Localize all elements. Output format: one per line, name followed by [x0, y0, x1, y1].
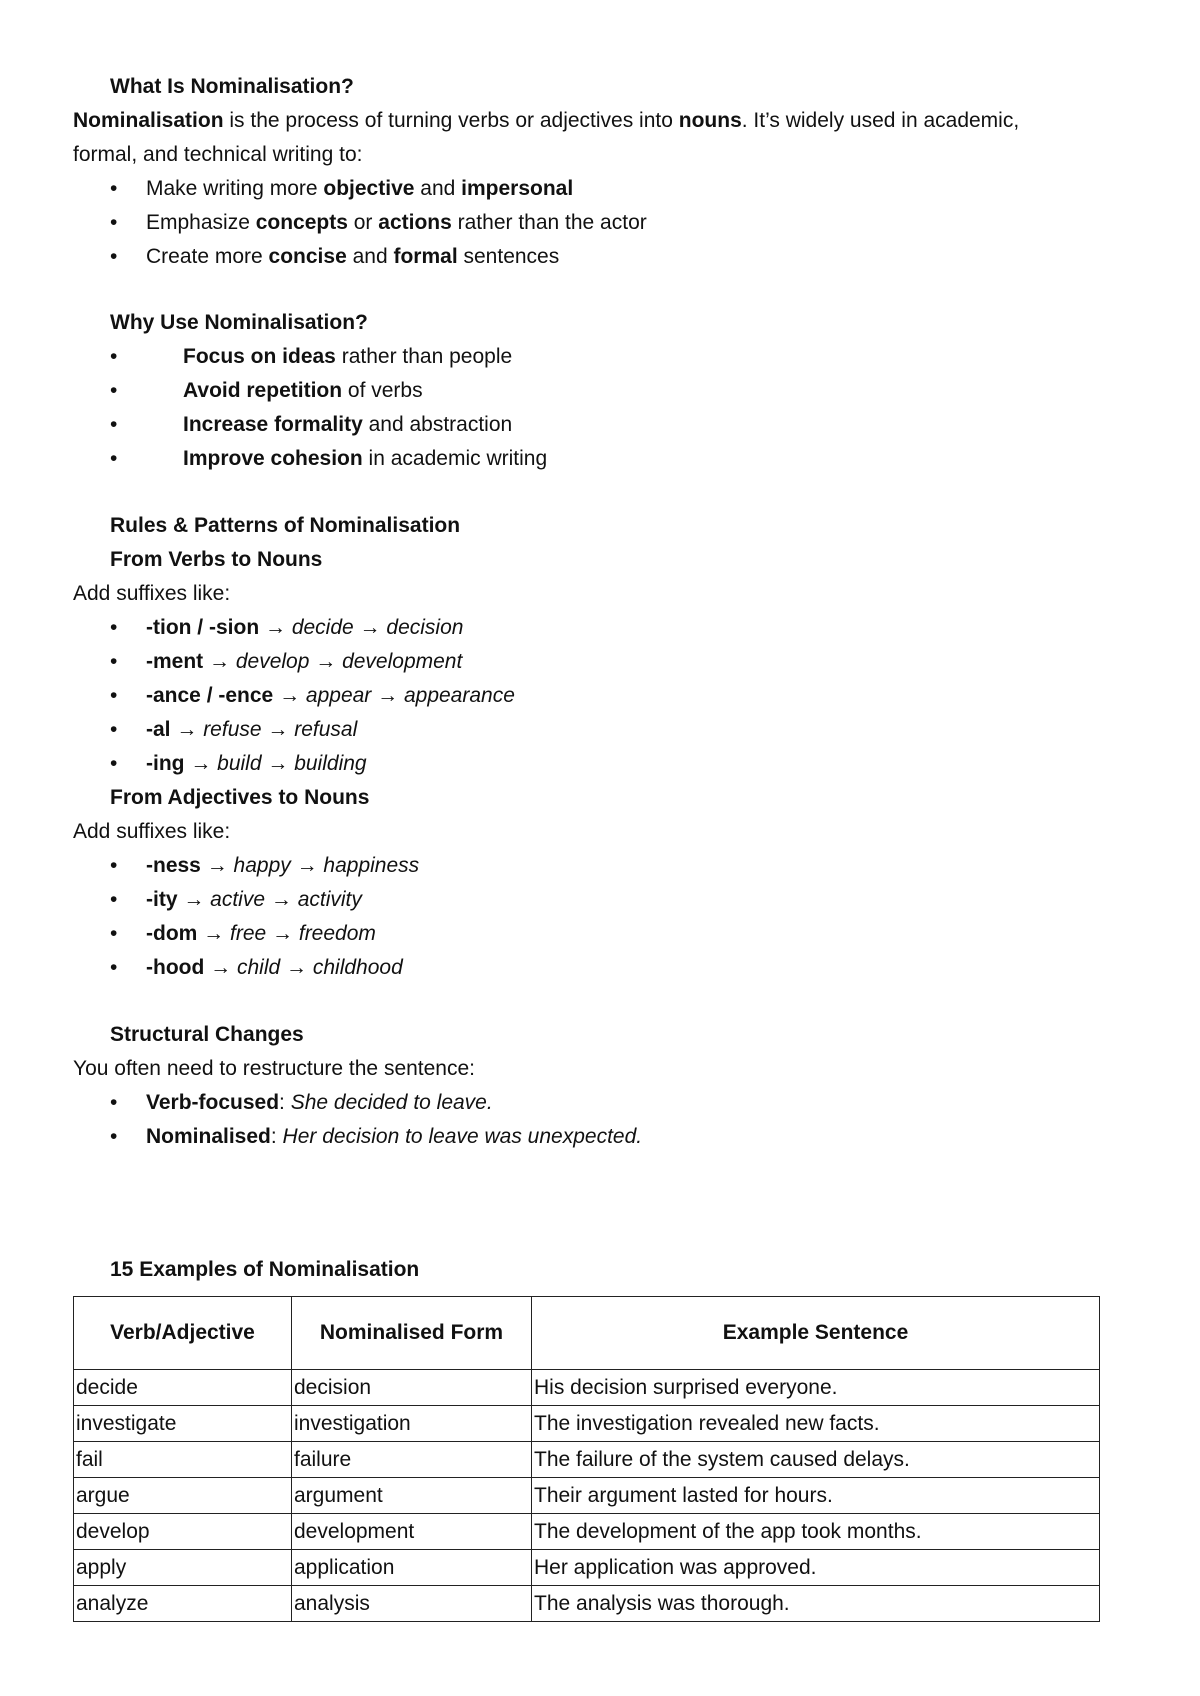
heading-rules: Rules & Patterns of Nominalisation — [110, 514, 461, 537]
heading-adjectives-to-nouns: From Adjectives to Nouns — [110, 786, 370, 809]
table-cell: decision — [292, 1370, 532, 1406]
table-cell: argument — [292, 1478, 532, 1514]
bullet-icon: • — [110, 1091, 118, 1114]
table-row — [74, 1370, 1100, 1406]
bullet-icon: • — [110, 379, 118, 402]
table-row — [74, 1586, 1100, 1622]
bullet-icon: • — [110, 177, 118, 200]
table-row — [74, 1406, 1100, 1442]
intro-paragraph-line2: formal, and technical writing to: — [73, 143, 363, 166]
table-cell: The failure of the system caused delays. — [532, 1442, 1100, 1478]
table-row — [74, 1550, 1100, 1586]
intro-text: is the process of turning verbs or adjectives into — [223, 109, 679, 132]
heading-why-use: Why Use Nominalisation? — [110, 311, 368, 334]
adjectives-intro: Add suffixes like: — [73, 820, 231, 843]
table-cell: Their argument lasted for hours. — [532, 1478, 1100, 1514]
bullet-icon: • — [110, 447, 118, 470]
heading-structural-changes: Structural Changes — [110, 1023, 304, 1046]
bullet-icon: • — [110, 718, 118, 741]
table-row — [74, 1478, 1100, 1514]
heading-verbs-to-nouns: From Verbs to Nouns — [110, 548, 323, 571]
column-header: Nominalised Form — [292, 1297, 532, 1370]
intro-bold-term: Nominalisation — [73, 109, 224, 132]
bullet-icon: • — [110, 922, 118, 945]
bullet-icon: • — [110, 854, 118, 877]
heading-examples: 15 Examples of Nominalisation — [110, 1258, 420, 1281]
table-cell: Her application was approved. — [532, 1550, 1100, 1586]
bullet-icon: • — [110, 684, 118, 707]
intro-paragraph-line1 — [73, 107, 1019, 135]
bullet-icon: • — [110, 650, 118, 673]
bullet-icon: • — [110, 752, 118, 775]
examples-table — [73, 1296, 1100, 1622]
bullet-icon: • — [110, 616, 118, 639]
column-header: Verb/Adjective — [74, 1297, 292, 1370]
table-cell: failure — [292, 1442, 532, 1478]
table-cell: development — [292, 1514, 532, 1550]
bullet-icon: • — [110, 413, 118, 436]
bullet-icon: • — [110, 345, 118, 368]
intro-bold-nouns: nouns — [678, 109, 742, 132]
table-cell: decide — [74, 1370, 292, 1406]
table-cell: argue — [74, 1478, 292, 1514]
table-cell: fail — [74, 1442, 292, 1478]
bullet-icon: • — [110, 956, 118, 979]
bullet-icon: • — [110, 1125, 118, 1148]
bullet-icon: • — [110, 211, 118, 234]
table-cell: develop — [74, 1514, 292, 1550]
table-row — [74, 1442, 1100, 1478]
column-header: Example Sentence — [532, 1297, 1100, 1370]
table-cell: The development of the app took months. — [532, 1514, 1100, 1550]
intro-text-end: . It’s widely used in academic, — [741, 109, 1020, 132]
table-cell: investigation — [292, 1406, 532, 1442]
table-header-row — [74, 1297, 1100, 1370]
table-cell: investigate — [74, 1406, 292, 1442]
heading-what-is: What Is Nominalisation? — [110, 75, 354, 98]
table-cell: The analysis was thorough. — [532, 1586, 1100, 1622]
table-cell: His decision surprised everyone. — [532, 1370, 1100, 1406]
table-cell: analyze — [74, 1586, 292, 1622]
bullet-icon: • — [110, 245, 118, 268]
document-page: What Is Nominalisation? Nominalisation is the process of turning verbs or adjectives into nouns. It’s widely used in academic, formal, and technical writing to: • Make writing more objective and impersonal • Emphasize concepts or actions rather than the actor • Create more concise and formal sentences Why Use Nominalisation? • Focus on ideas rather than people • Avoid repetition of verbs • Increase formality and abstraction • Improve cohesion in academic writing Rules & Patterns of Nominalisation From Verbs to Nouns Add suffixes like: • -tion / -sion → decide → decision • -ment → develop → development • -ance / -ence → appear → appearance • -al → refuse → refusal • -ing → build → building From Adjectives to Nouns Add suffixes like: • -ness → happy → happiness • -ity → active → activity • -dom → free → freedom • -hood → child → childhood Structural Changes You often need to restructure the sentence: • Verb-focused: She decided to leave. • Nominalised: Her decision to leave was unexpected. 15 Examples of Nominalisation Verb/Adjective Nominalised Form Example Sentence decide decision His decision surprised everyone. investigate investigation The investigation revealed new facts. fail failure The failure of the system caused delays. argue argument Their argument lasted for hours. develop development The development of the app took months. apply application Her application was approved. analyze analysis The analysis was thorough. — [0, 0, 1200, 1696]
table-cell: analysis — [292, 1586, 532, 1622]
structural-intro: You often need to restructure the sentence: — [73, 1057, 476, 1080]
table-cell: application — [292, 1550, 532, 1586]
bullet-icon: • — [110, 888, 118, 911]
table-row — [74, 1514, 1100, 1550]
table-cell: The investigation revealed new facts. — [532, 1406, 1100, 1442]
table-cell: apply — [74, 1550, 292, 1586]
verbs-intro: Add suffixes like: — [73, 582, 231, 605]
